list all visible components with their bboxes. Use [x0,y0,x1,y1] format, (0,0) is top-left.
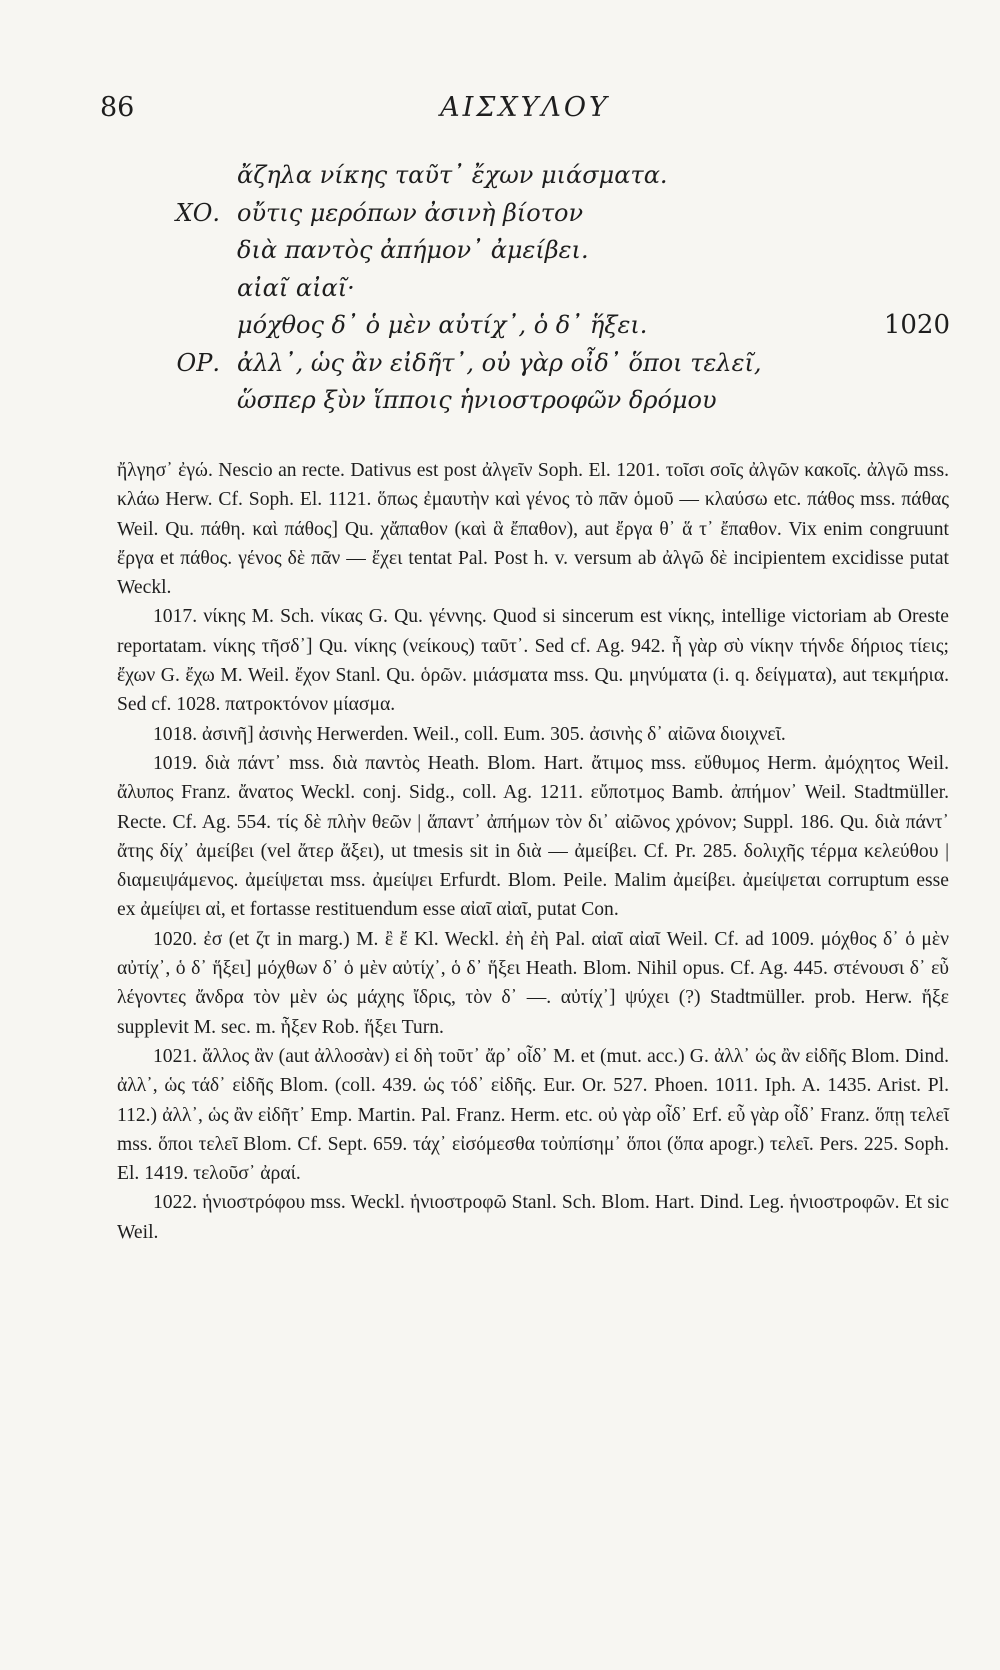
apparatus-note: 1017. νίκης M. Sch. νίκας G. Qu. γέννης. Quod si sincerum est νίκης, intellige victoriam ab Oreste reportatam. νίκης τῆσδ᾽] Qu. νίκης (νείκους) ταῦτ᾽. Sed cf. Ag. 942. ἦ γὰρ σὺ νίκην τήνδε δήριος τίεις; ἔχων G. ἔχω M. Weil. ἔχον Stanl. Qu. ὁρῶν. μιάσματα mss. Qu. μηνύματα (i. q. δείγματα), aut τεκμήρια. Sed cf. 1028. πατροκτόνον μίασμα. [117,606,949,716]
verse-line [100,195,950,233]
verse-line [100,382,950,420]
verse-line [100,232,950,270]
verse-line [100,157,950,195]
apparatus-note: 1020. ἐσ (et ζτ in marg.) M. ἒ ἔ Kl. Weckl. ἐὴ ἐὴ Pal. αἰαῖ αἰαῖ Weil. Cf. ad 1009. μόχθος δ᾽ ὁ μὲν αὐτίχ᾽, ὁ δ᾽ ἥξει] μόχθων δ᾽ ὁ μὲν αὐτίχ᾽, ὁ δ᾽ ἥξει Heath. Blom. Nihil opus. Cf. Ag. 445. στένουσι δ᾽ εὖ λέγοντες ἄνδρα τὸν μὲν ὡς μάχης ἴδρις, τὸν δ᾽ —. αὐτίχ᾽] ψύχει (?) Stadtmüller. prob. Herw. ἥξε supplevit M. sec. m. ἧξεν Rob. ἥξει Turn. [117,928,949,1038]
speaker-label: ΧΟ. [175,198,220,227]
verse-text: ὥσπερ ξὺν ἵπποις ἡνιοστροφῶν δρόμου [237,386,717,414]
verse-line [100,307,950,345]
apparatus-note: ἤλγησ᾽ ἐγώ. Nescio an recte. Dativus est post ἀλγεῖν Soph. El. 1201. τοῖσι σοῖς ἀλγῶν κακοῖς. ἀλγῶ mss. κλάω Herw. Cf. Soph. El. 1121. ὅπως ἐμαυτὴν καὶ γένος τὸ πᾶν ὁμοῦ — κλαύσω etc. πάθος mss. πάθας Weil. Qu. πάθη. καὶ πάθος] Qu. χἄπαθον (καὶ ἃ ἔπαθον), aut ἔργα θ᾽ ἅ τ᾽ ἔπαθον. Vix enim congruunt ἔργα et πάθος. γένος δὲ πᾶν — ἔχει tentat Pal. Post h. v. versum ab ἀλγῶ δὲ incipientem excidisse putat Weckl. [117,460,949,599]
apparatus-note: 1018. ἀσινῆ] ἀσινὴς Herwerden. Weil., coll. Eum. 305. ἀσινὴς δ᾽ αἰῶνα διοιχνεῖ. [153,723,786,745]
verse-text: αἰαῖ αἰαῖ· [237,273,355,302]
verse-block [100,157,950,420]
page-header [100,92,950,132]
verse-text: διὰ παντὸς ἀπήμον᾽ ἀμείβει. [237,236,589,264]
verse-line [100,345,950,383]
speaker-label: ΟΡ. [176,348,220,377]
verse-text: ἄζηλα νίκης ταῦτ᾽ ἔχων μιάσματα. [237,161,668,189]
critical-apparatus [117,456,949,1247]
apparatus-note: 1022. ἡνιοστρόφου mss. Weckl. ἡνιοστροφῶ Stanl. Sch. Blom. Hart. Dind. Leg. ἡνιοστροφῶν. Et sic Weil. [117,1192,949,1243]
verse-text: οὔτις μερόπων ἀσινὴ βίοτον [237,198,584,227]
verse-text: μόχθος δ᾽ ὁ μὲν αὐτίχ᾽, ὁ δ᾽ ἥξει. [237,311,648,339]
apparatus-note: 1021. ἄλλος ἂν (aut ἀλλοσὰν) εἰ δὴ τοῦτ᾽ ἄρ᾽ οἶδ᾽ M. et (mut. acc.) G. ἀλλ᾽ ὡς ἂν εἰδῆς Blom. Dind. ἀλλ᾽, ὡς τάδ᾽ εἰδῆς Blom. (coll. 439. ὡς τόδ᾽ εἰδῆς. Eur. Or. 527. Phoen. 1011. Iph. A. 1435. Arist. Pl. 112.) ἀλλ᾽, ὡς ἂν εἰδῆτ᾽ Emp. Martin. Pal. Franz. Herm. etc. οὐ γὰρ οἶδ᾽ Erf. εὖ γὰρ οἶδ᾽ Franz. ὅπῃ τελεῖ mss. ὅποι τελεῖ Blom. Cf. Sept. 659. τάχ᾽ εἰσόμεσθα τοὐπίσημ᾽ ὅποι (ὅπα apogr.) τελεῖ. Pers. 225. Soph. El. 1419. τελοῦσ᾽ ἀραί. [117,1045,949,1185]
apparatus-note: 1019. διὰ πάντ᾽ mss. διὰ παντὸς Heath. Blom. Hart. ἄτιμος mss. εὔθυμος Herm. ἀμόχητος Weil. ἄλυπος Franz. ἄνατος Weckl. conj. Sidg., coll. Ag. 1211. εὔποτμος Bamb. ἀπήμον᾽ Weil. Stadtmüller. Recte. Cf. Ag. 554. τίς δὲ πλὴν θεῶν | ἅπαντ᾽ ἀπήμων τὸν δι᾽ αἰῶνος χρόνον; Suppl. 186. Qu. διὰ πάντ᾽ ἄτης δίχ᾽ ἀμείβει (vel ἄτερ ἄξει), ut tmesis sit in διὰ — ἀμείβει. Cf. Pr. 285. δολιχῆς τέρμα κελεύθου | διαμειψάμενος. ἀμείψεται mss. ἀμείψει Erfurdt. Blom. Peile. Malim ἀμείβει. ἀμείψεται corruptum esse ex ἀμείψει αἰ, et fortasse restituendum esse αἰαῖ αἰαῖ, putat Con. [117,752,949,921]
running-title: ΑΙΣΧΥΛΟΥ [440,92,610,123]
verse-text: ἀλλ᾽, ὡς ἂν εἰδῆτ᾽, οὐ γὰρ οἶδ᾽ ὅποι τελεῖ, [237,348,762,377]
verse-line [100,270,950,308]
line-number: 1020 [883,310,950,340]
page-number: 86 [100,92,135,123]
